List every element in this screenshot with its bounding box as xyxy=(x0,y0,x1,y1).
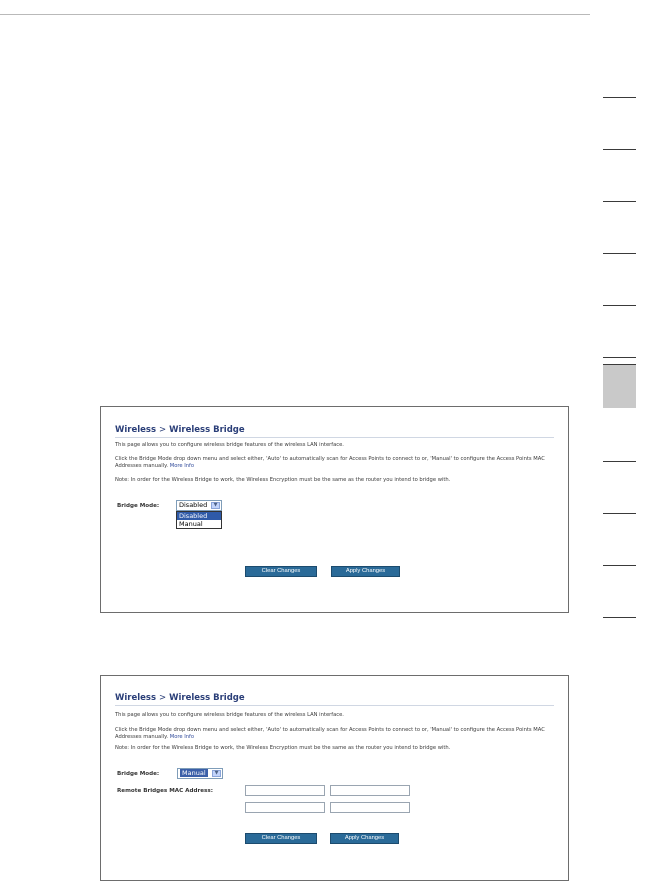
section-tab-9[interactable] xyxy=(603,565,636,566)
section-tab-8[interactable] xyxy=(603,513,636,514)
dropdown-option-disabled[interactable]: Disabled xyxy=(177,512,221,520)
title-divider xyxy=(115,437,554,438)
section-tab-1[interactable] xyxy=(603,97,636,98)
bridge-panel xyxy=(101,676,568,880)
title-main: Wireless xyxy=(115,693,157,703)
apply-changes-button[interactable]: Apply Changes xyxy=(330,833,399,844)
note-text: Note: In order for the Wireless Bridge to work, the Wireless Encryption must be the same as the router you intend to bridge with. xyxy=(115,745,451,751)
dropdown-option-manual[interactable]: Manual xyxy=(179,520,203,528)
section-tab-active[interactable] xyxy=(603,364,636,408)
title-sub: Wireless Bridge xyxy=(169,425,245,435)
intro-text: This page allows you to configure wireless bridge features of the wireless LAN interface. xyxy=(115,442,344,448)
more-info-link[interactable]: More Info xyxy=(169,463,195,469)
apply-changes-button[interactable]: Apply Changes xyxy=(331,566,400,577)
instructions-text xyxy=(115,456,554,470)
section-tab-6[interactable] xyxy=(603,357,636,358)
panel-title xyxy=(115,693,245,703)
screenshot-bridge-manual xyxy=(100,675,569,881)
mac-address-label: Remote Bridges MAC Address: xyxy=(117,788,213,794)
title-separator: > xyxy=(159,425,167,435)
screenshot-bridge-disabled xyxy=(100,406,569,613)
bridge-mode-select[interactable] xyxy=(176,500,222,511)
more-info-link[interactable]: More Info xyxy=(169,734,195,740)
mac-address-field-4[interactable] xyxy=(330,802,410,813)
chevron-down-icon[interactable]: ▼ xyxy=(211,502,220,509)
bridge-mode-dropdown[interactable] xyxy=(176,511,222,529)
section-tab-7[interactable] xyxy=(603,461,636,462)
instructions-body: Click the Bridge Mode drop down menu and select either, 'Auto' to automatically scan for Access Points to connect to or, 'Manual' to configure the Access Points MAC Addresses manually. xyxy=(115,456,545,469)
panel-title xyxy=(115,425,245,435)
bridge-panel xyxy=(101,407,568,612)
title-divider xyxy=(115,705,554,706)
section-tab-4[interactable] xyxy=(603,253,636,254)
title-main: Wireless xyxy=(115,425,157,435)
mac-address-field-1[interactable] xyxy=(245,785,325,796)
bridge-mode-selected-value: Disabled xyxy=(179,501,208,509)
chevron-down-icon[interactable]: ▼ xyxy=(212,770,221,777)
title-sub: Wireless Bridge xyxy=(169,693,245,703)
bridge-mode-select[interactable] xyxy=(177,768,223,779)
bridge-mode-selected-value: Manual xyxy=(182,769,206,777)
clear-changes-button[interactable]: Clear Changes xyxy=(245,833,317,844)
title-separator: > xyxy=(159,693,167,703)
bridge-mode-label: Bridge Mode: xyxy=(117,503,160,509)
note-text: Note: In order for the Wireless Bridge to work, the Wireless Encryption must be the same as the router you intend to bridge with. xyxy=(115,477,451,483)
page-header-rule xyxy=(0,14,590,15)
instructions-text xyxy=(115,727,554,741)
intro-text: This page allows you to configure wireless bridge features of the wireless LAN interface. xyxy=(115,712,344,718)
section-tab-3[interactable] xyxy=(603,201,636,202)
mac-address-field-3[interactable] xyxy=(245,802,325,813)
clear-changes-button[interactable]: Clear Changes xyxy=(245,566,317,577)
section-tab-10[interactable] xyxy=(603,617,636,618)
section-tab-2[interactable] xyxy=(603,149,636,150)
bridge-mode-label: Bridge Mode: xyxy=(117,771,160,777)
instructions-body: Click the Bridge Mode drop down menu and select either, 'Auto' to automatically scan for Access Points to connect to or, 'Manual' to configure the Access Points MAC Addresses manually. xyxy=(115,727,545,740)
mac-address-field-2[interactable] xyxy=(330,785,410,796)
section-tab-5[interactable] xyxy=(603,305,636,306)
